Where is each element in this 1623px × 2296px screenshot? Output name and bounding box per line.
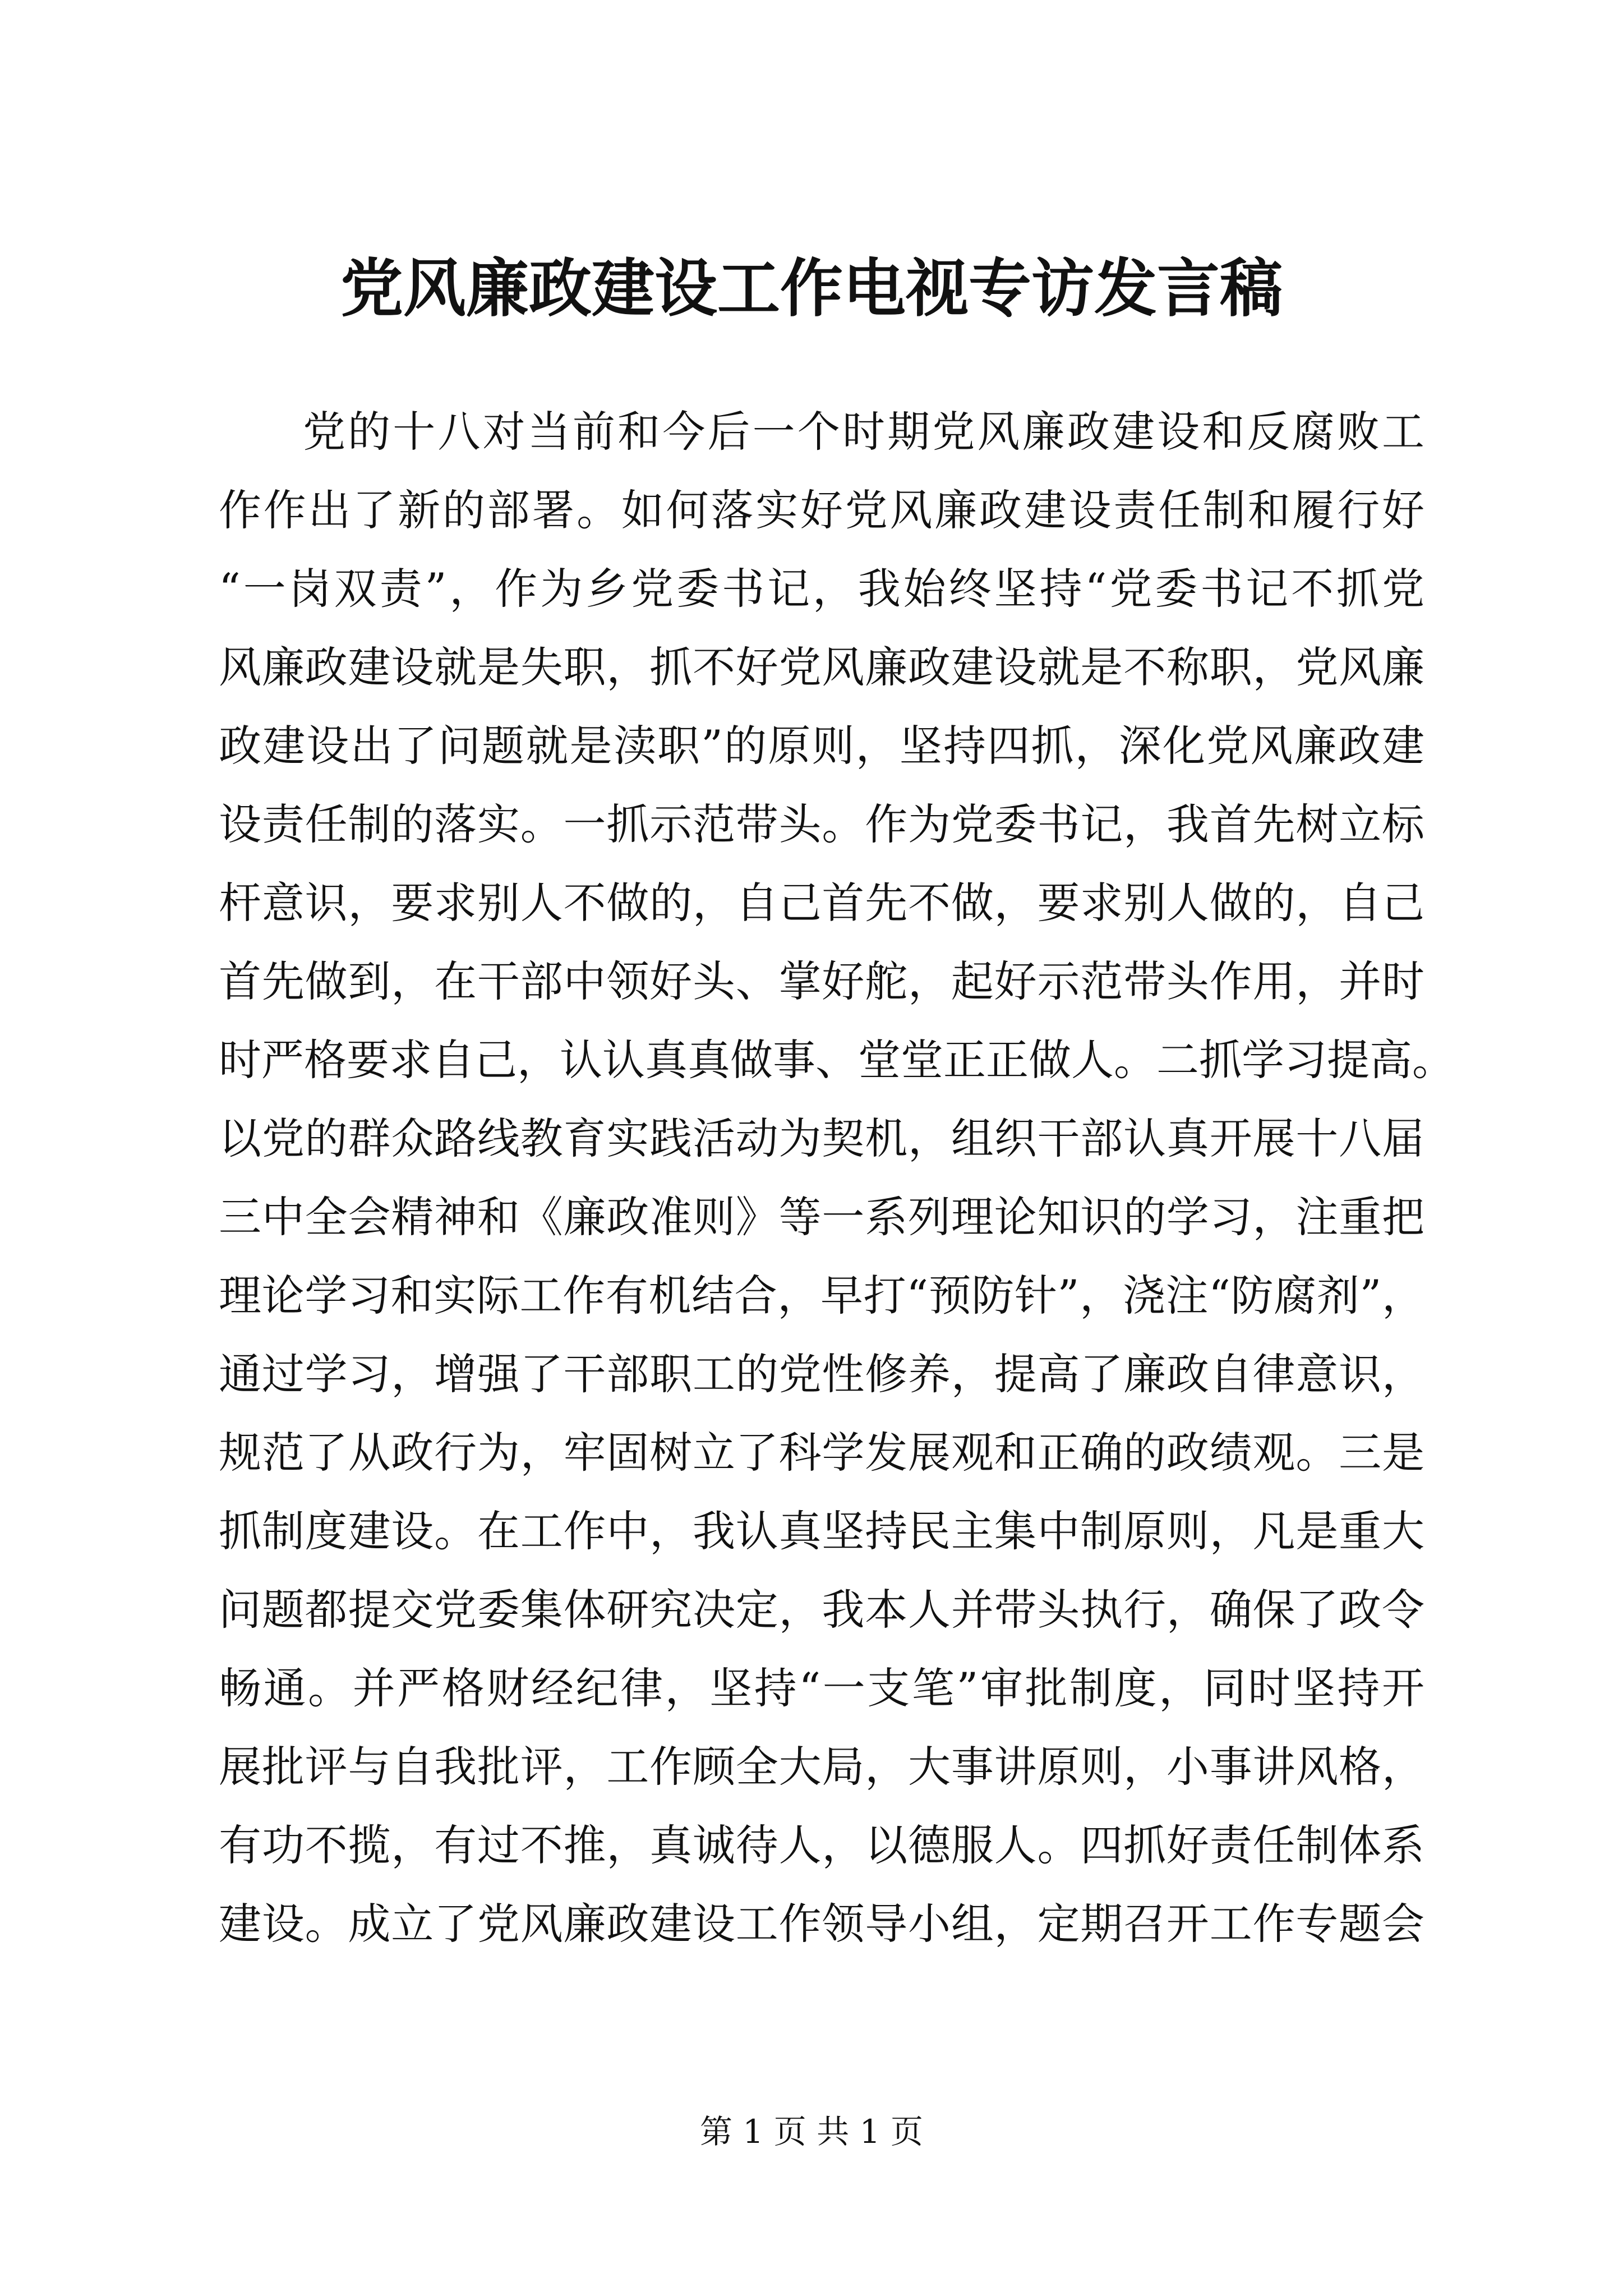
body-line: 建设。成立了党风廉政建设工作领导小组，定期召开工作专题会 [219,1899,1424,1949]
body-line: 风廉政建设就是失职，抓不好党风廉政建设就是不称职，党风廉 [219,642,1424,692]
body-line: 党的十八对当前和今后一个时期党风廉政建设和反腐败工 [303,407,1424,457]
body-line: 政建设出了问题就是渎职”的原则，坚持四抓，深化党风廉政建 [219,721,1424,771]
body-line: 问题都提交党委集体研究决定，我本人并带头执行，确保了政令 [219,1585,1424,1635]
body-line: 作作出了新的部署。如何落实好党风廉政建设责任制和履行好 [219,485,1424,535]
body-line: 设责任制的落实。一抓示范带头。作为党委书记，我首先树立标 [219,799,1424,849]
body-line: “一岗双责”，作为乡党委书记，我始终坚持“党委书记不抓党 [219,564,1424,614]
page-footer: 第 1 页 共 1 页 [700,2113,923,2151]
body-line: 通过学习，增强了干部职工的党性修养，提高了廉政自律意识， [219,1349,1424,1399]
body-line: 理论学习和实际工作有机结合，早打“预防针”，浇注“防腐剂”， [219,1271,1424,1320]
document-title: 党风廉政建设工作电视专访发言稿 [340,252,1283,325]
body-line: 首先做到，在干部中领好头、掌好舵，起好示范带头作用，并时 [219,956,1424,1006]
body-line: 三中全会精神和《廉政准则》等一系列理论知识的学习，注重把 [219,1192,1424,1242]
body-line: 以党的群众路线教育实践活动为契机，组织干部认真开展十八届 [219,1114,1424,1163]
body-line: 畅通。并严格财经纪律，坚持“一支笔”审批制度，同时坚持开 [219,1663,1424,1713]
body-line: 时严格要求自己，认认真真做事、堂堂正正做人。二抓学习提高。 [219,1035,1455,1085]
body-line: 抓制度建设。在工作中，我认真坚持民主集中制原则，凡是重大 [219,1506,1424,1556]
body-line: 有功不揽，有过不推，真诚待人，以德服人。四抓好责任制体系 [219,1820,1424,1870]
body-line: 规范了从政行为，牢固树立了科学发展观和正确的政绩观。三是 [219,1428,1424,1478]
body-line: 展批评与自我批评，工作顾全大局，大事讲原则，小事讲风格， [219,1742,1424,1792]
body-line: 杆意识，要求别人不做的，自己首先不做，要求别人做的，自己 [219,878,1424,928]
